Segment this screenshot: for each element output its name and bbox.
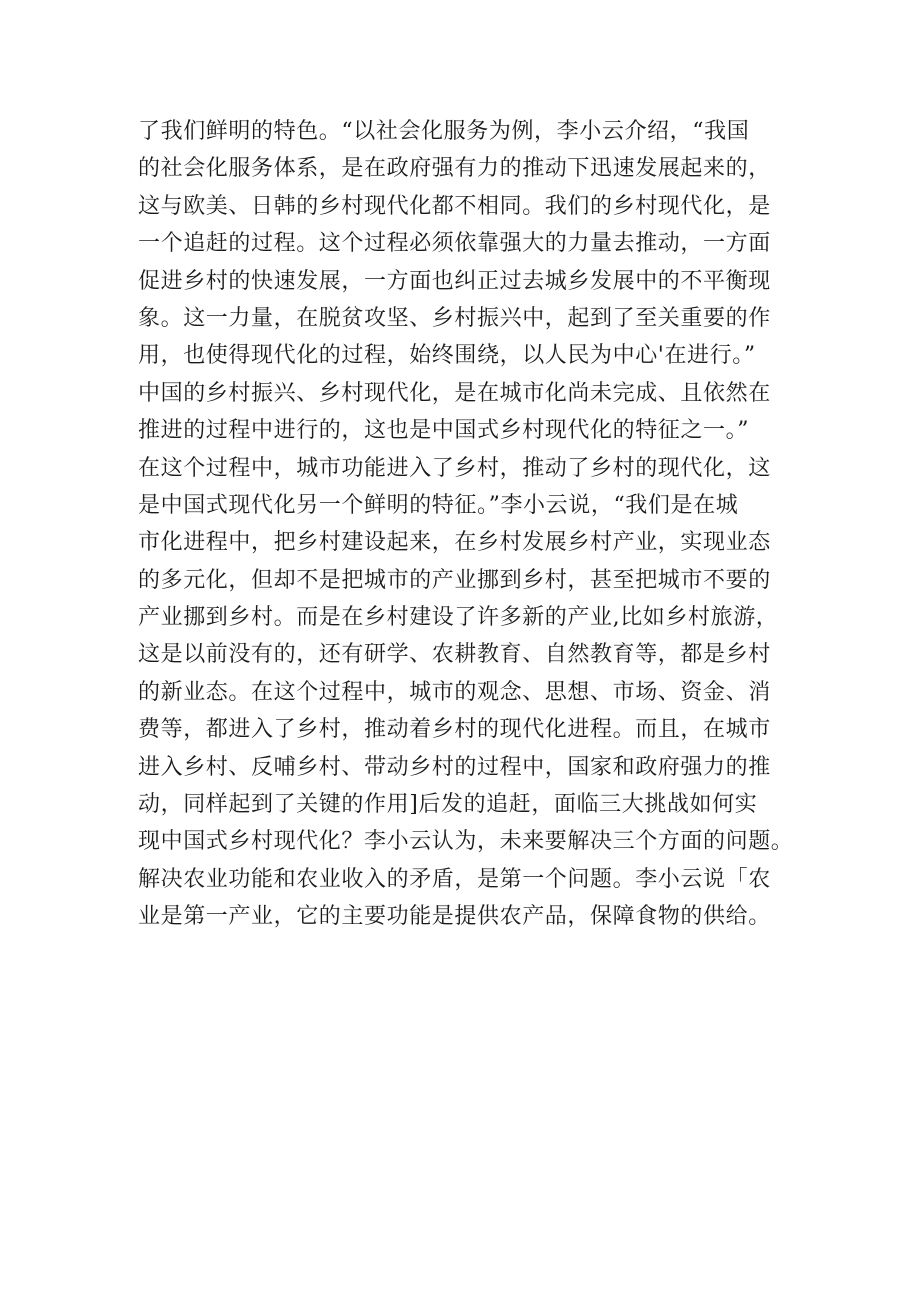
- text-line: 了我们鲜明的特色。“以社会化服务为例，李小云介绍，“我国: [138, 119, 750, 144]
- text-line: 促进乡村的快速发展，一方面也纠正过去城乡发展中的不平衡现: [138, 268, 771, 294]
- text-line: 这是以前没有的，还有研学、农耕教育、自然教育等，都是乡村: [138, 642, 771, 668]
- text-line: 推进的过程中进行的，这也是中国式乡村现代化的特征之一。”: [138, 418, 750, 444]
- text-line: 现中国式乡村现代化？李小云认为，未来要解决三个方面的问题。: [138, 829, 794, 855]
- text-line: 的新业态。在这个过程中，城市的观念、思想、市场、资金、消: [138, 679, 771, 705]
- text-line: 的多元化，但却不是把城市的产业挪到乡村，甚至把城市不要的: [138, 567, 771, 593]
- text-line: 这与欧美、日韩的乡村现代化都不相同。我们的乡村现代化，是: [138, 193, 771, 219]
- text-line: 解决农业功能和农业收入的矛盾，是第一个问题。李小云说「农: [138, 866, 771, 892]
- text-line: 是中国式现代化另一个鲜明的特征。”李小云说，“我们是在城: [138, 492, 739, 518]
- text-line: 费等，都进入了乡村，推动着乡村的现代化进程。而且，在城市: [138, 717, 771, 743]
- text-line: 象。这一力量，在脱贫攻坚、乡村振兴中，起到了至关重要的作: [138, 305, 771, 331]
- text-line: 业是第一产业，它的主要功能是提供农产品，保障食物的供给。: [138, 904, 771, 930]
- text-line: 产业挪到乡村。而是在乡村建设了许多新的产业,比如乡村旅游，: [138, 605, 779, 631]
- text-line: 动，同样起到了关键的作用]后发的追赶，面临三大挑战如何实: [138, 792, 758, 818]
- body-text: [138, 113, 798, 936]
- text-line: 中国的乡村振兴、乡村现代化，是在城市化尚未完成、且依然在: [138, 380, 771, 406]
- text-line: 进入乡村、反哺乡村、带动乡村的过程中，国家和政府强力的推: [138, 754, 771, 780]
- text-line: 的社会化服务体系，是在政府强有力的推动下迅速发展起来的，: [138, 156, 771, 182]
- text-line: 一个追赶的过程。这个过程必须依靠强大的力量去推动，一方面: [138, 231, 771, 257]
- text-line: 用，也使得现代化的过程，始终围绕，以人民为中心'在进行。”: [138, 343, 756, 369]
- text-line: 在这个过程中，城市功能进入了乡村，推动了乡村的现代化，这: [138, 455, 771, 481]
- text-line: 市化进程中，把乡村建设起来，在乡村发展乡村产业，实现业态: [138, 530, 771, 556]
